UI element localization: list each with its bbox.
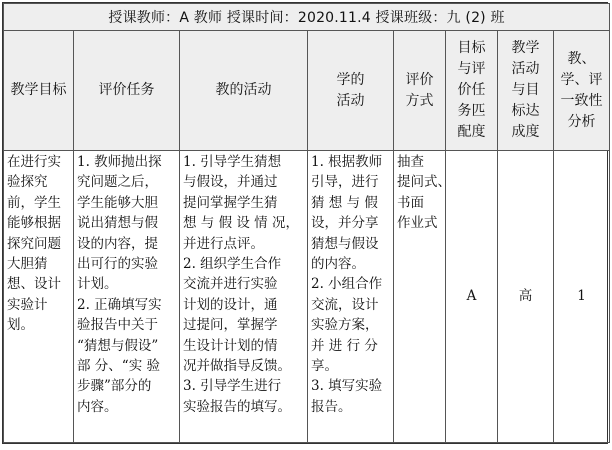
cell-text-line: 教、: [567, 50, 596, 67]
cell-text-line: 与目: [511, 82, 540, 98]
cell-text-line: 说出猜想与假: [77, 215, 158, 232]
cell-text-line: 配度: [457, 124, 486, 140]
cell-text-line: 2. 组织学生合作: [183, 256, 282, 273]
col-header-method: [394, 31, 446, 151]
cell-text-line: 2. 正确填写实: [77, 296, 162, 313]
lesson-evaluation-table: [2, 2, 608, 444]
cell-text-line: 学的: [336, 71, 365, 88]
cell-text-line: 一致性: [560, 92, 603, 109]
cell-teach: [180, 151, 308, 443]
cell-text-line: 提问掌握学生猜: [183, 194, 278, 211]
cell-text-line: 教学: [511, 40, 540, 56]
col-header-match: [446, 31, 498, 151]
col-header-consistency: [554, 31, 610, 151]
cell-text-line: 猜想与假设: [311, 235, 379, 252]
cell-text-line: 教的活动: [215, 82, 272, 98]
cell-text-line: 实验报告的填写。: [183, 398, 291, 415]
cell-text-line: 活动: [511, 61, 540, 77]
cell-text-line: 的内容。: [311, 256, 365, 273]
cell-text-line: 交流，设计: [311, 296, 379, 313]
cell-text-line: 步骤”部分的: [77, 378, 152, 395]
cell-text-line: 出可行的实验: [77, 256, 158, 273]
cell-text-line: 想、设计: [7, 276, 61, 293]
cell-text-line: 能够根据: [7, 215, 61, 232]
cell-text-line: 过提问，掌握学: [183, 317, 278, 334]
cell-text-line: 并进行点评。: [183, 235, 264, 252]
cell-text-line: 与评: [457, 61, 486, 77]
table-row: [4, 151, 610, 443]
cell-learn: [308, 151, 394, 443]
cell-text-line: 书面: [397, 194, 424, 211]
col-header-achieve: [498, 31, 554, 151]
cell-text-line: 评价: [405, 71, 434, 88]
cell-text-line: 计划。: [77, 276, 118, 293]
cell-text-line: 前，学生: [7, 194, 61, 211]
cell-text-line: 务匹: [457, 103, 486, 119]
cell-text-line: 大胆猜: [7, 256, 48, 273]
cell-text-line: 1. 引导学生猜想: [183, 154, 282, 170]
cell-text-line: 实验方案，: [311, 317, 379, 334]
cell-text-line: 方式: [405, 92, 434, 109]
cell-text-line: 抽查: [397, 154, 424, 170]
cell-text-line: 在进行实: [7, 154, 61, 170]
cell-text-line: “猜想与假设”: [77, 337, 159, 354]
cell-text-line: 引导，进行: [311, 174, 379, 191]
cell-text-line: 生设计计划的情: [183, 337, 278, 354]
column-header-row: [4, 31, 610, 151]
cell-text-line: 想 与 假 设 情 况，: [183, 215, 299, 232]
cell-text-line: 并 进 行 分: [311, 337, 378, 354]
cell-text-line: 与假设，并通过: [183, 174, 278, 191]
cell-text-line: 部 分、“实 验: [77, 358, 160, 375]
cell-text-line: 况并做指导反馈。: [183, 358, 291, 375]
cell-text-line: 内容。: [77, 398, 118, 415]
col-header-learn: [308, 31, 394, 151]
cell-text-line: 作业式: [397, 215, 438, 232]
cell-text-line: 3. 引导学生进行: [183, 378, 282, 395]
cell-text-line: 3. 填写实验: [311, 378, 383, 395]
cell-consistency: 1: [554, 151, 610, 443]
cell-text-line: 计划的设计，通: [183, 296, 278, 313]
cell-text-line: 目标: [457, 40, 486, 56]
cell-method: [394, 151, 451, 443]
cell-text-line: 标达: [511, 103, 540, 119]
cell-text-line: 学、评: [560, 71, 603, 88]
cell-text-line: 评价任务: [98, 82, 155, 98]
cell-text-line: 交流并进行实验: [183, 276, 278, 293]
cell-text-line: 享。: [311, 358, 338, 375]
cell-text-line: 划。: [7, 317, 34, 334]
evaluation-table: [3, 3, 610, 443]
cell-text-line: 1. 根据教师: [311, 154, 383, 170]
cell-text-line: 验报告中关于: [77, 317, 158, 334]
cell-text-line: 分析: [567, 113, 596, 130]
cell-text-line: 猜 想 与 假: [311, 194, 378, 211]
col-header-teach: [180, 31, 308, 151]
cell-text-line: 1. 教师抛出探: [77, 154, 162, 170]
cell-text-line: 2. 小组合作: [311, 276, 383, 293]
cell-text-line: 设，并分享: [311, 215, 379, 232]
cell-text-line: 设的内容，提: [77, 235, 158, 252]
cell-task: [74, 151, 180, 443]
col-header-goal: [4, 31, 74, 151]
cell-text-line: 提问式、: [397, 174, 451, 191]
cell-text-line: 学生能够大胆: [77, 194, 158, 211]
cell-text-line: 活动: [336, 92, 365, 109]
cell-goal: [4, 151, 74, 443]
cell-text-line: 实验计: [7, 296, 48, 313]
cell-text-line: 成度: [511, 124, 540, 140]
cell-text-line: 验探究: [7, 174, 48, 191]
cell-text-line: 探究问题: [7, 235, 61, 252]
lesson-info-header: 授课教师：A 教师 授课时间：2020.11.4 授课班级：九 (2) 班: [4, 4, 610, 31]
cell-match: A: [446, 151, 498, 443]
cell-text-line: 价任: [457, 82, 486, 98]
col-header-task: [74, 31, 180, 151]
cell-text-line: 究问题之后，: [77, 174, 158, 191]
cell-achieve: 高: [498, 151, 554, 443]
cell-text-line: 报告。: [311, 398, 352, 415]
cell-text-line: 教学目标: [10, 82, 67, 98]
